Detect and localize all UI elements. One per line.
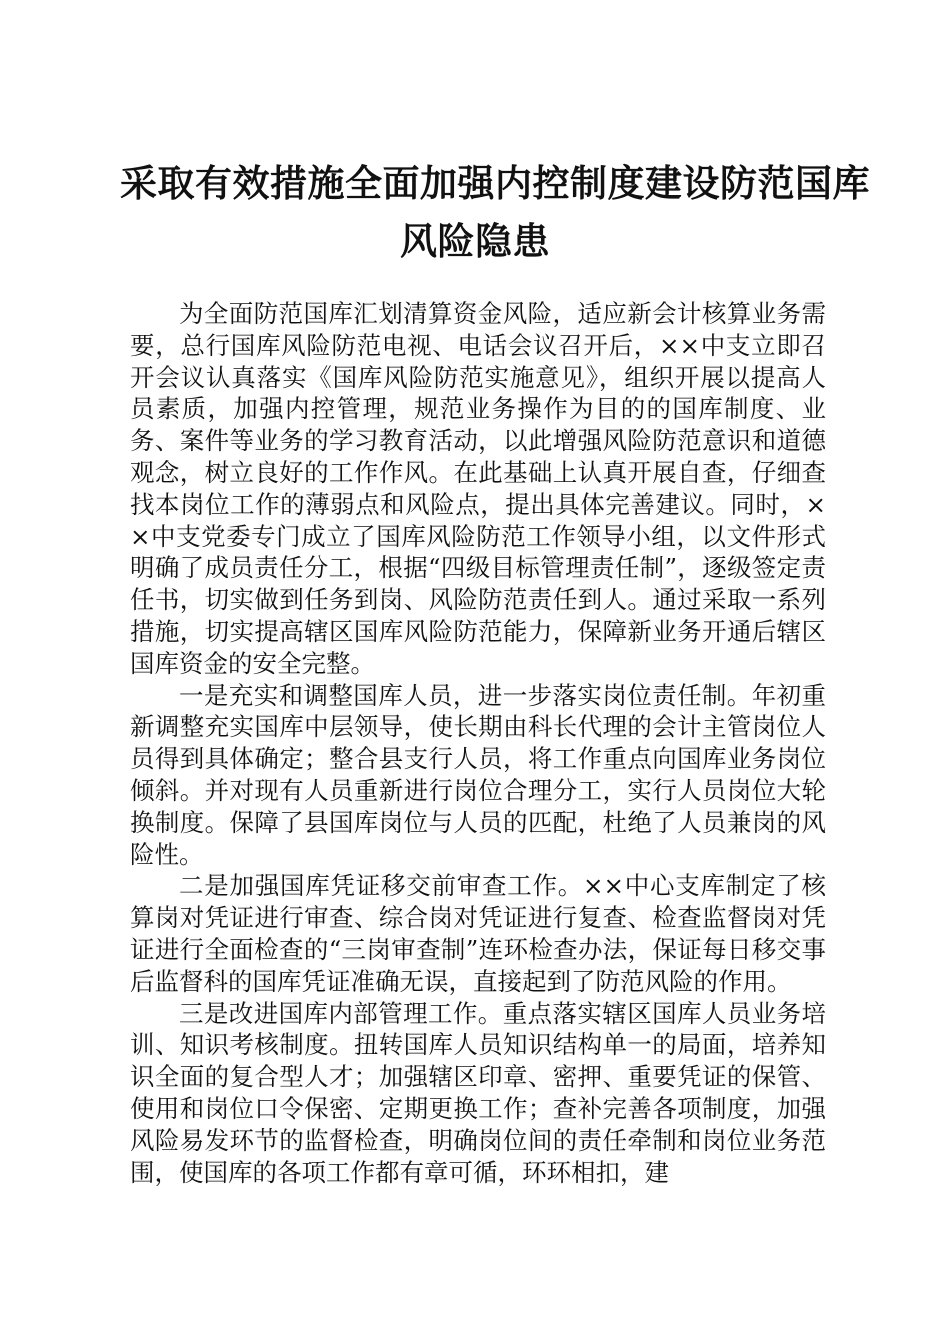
paragraph-intro: 为全面防范国库汇划清算资金风险，适应新会计核算业务需要，总行国库风险防范电视、电话会议召开后，××中支立即召开会议认真落实《国库风险防范实施意见》，组织开展以提高人员素质，加强内控管理，规范业务操作为目的的国库制度、业务、案件等业务的学习教育活动，以此增强风险防范意识和道德观念，树立良好的工作作风。在此基础上认真开展自查，仔细查找本岗位工作的薄弱点和风险点，提出具体完善建议。同时，××中支党委专门成立了国库风险防范工作领导小组，以文件形式明确了成员责任分工，根据“四级目标管理责任制”，逐级签定责任书，切实做到任务到岗、风险防范责任到人。通过采取一系列措施，切实提高辖区国库风险防范能力，保障新业务开通后辖区国库资金的安全完整。 (130, 299, 826, 678)
paragraph-point-three: 三是改进国库内部管理工作。重点落实辖区国库人员业务培训、知识考核制度。扭转国库人员知识结构单一的局面，培养知识全面的复合型人才；加强辖区印章、密押、重要凭证的保管、使用和岗位口令保密、定期更换工作；查补完善各项制度，加强风险易发环节的监督检查，明确岗位间的责任牵制和岗位业务范围，使国库的各项工作都有章可循，环环相扣，建 (130, 998, 826, 1187)
paragraph-point-one: 一是充实和调整国库人员，进一步落实岗位责任制。年初重新调整充实国库中层领导，使长期由科长代理的会计主管岗位人员得到具体确定；整合县支行人员，将工作重点向国库业务岗位倾斜。并对现有人员重新进行岗位合理分工，实行人员岗位大轮换制度。保障了县国库岗位与人员的匹配，杜绝了人员兼岗的风险性。 (130, 680, 826, 869)
paragraph-point-two: 二是加强国库凭证移交前审查工作。××中心支库制定了核算岗对凭证进行审查、综合岗对凭证进行复查、检查监督岗对凭证进行全面检查的“三岗审查制”连环检查办法，保证每日移交事后监督科的国库凭证准确无误，直接起到了防范风险的作用。 (130, 871, 826, 996)
document-title-line-1: 采取有效措施全面加强内控制度建设防范国库 (120, 162, 870, 205)
document-title-line-2: 风险隐患 (400, 220, 550, 263)
document-body (130, 298, 826, 1188)
